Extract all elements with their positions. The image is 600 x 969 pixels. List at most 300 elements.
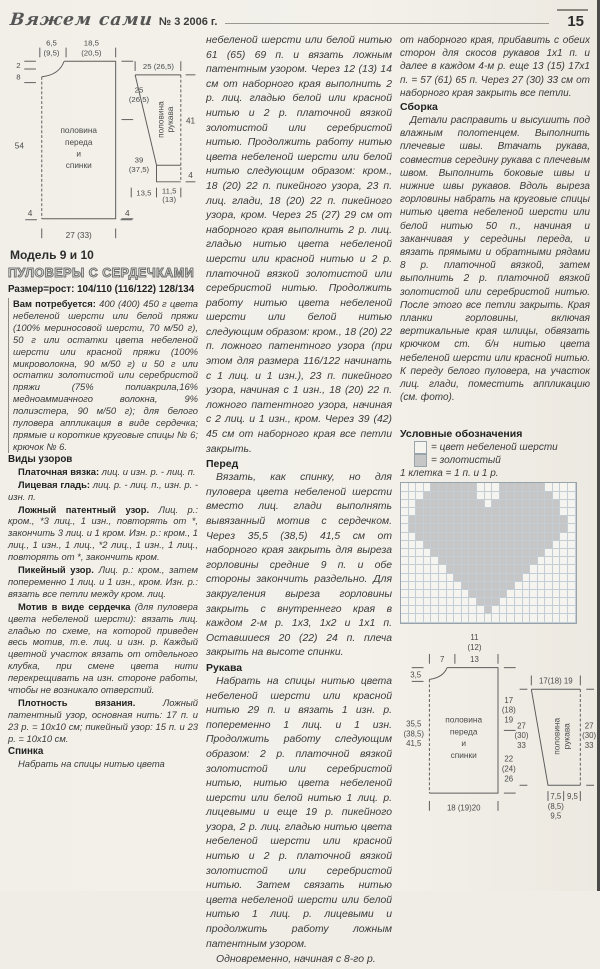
- svg-text:(24): (24): [501, 764, 516, 774]
- svg-text:9,5: 9,5: [550, 811, 562, 821]
- chart-cell: [500, 557, 508, 565]
- chart-cell: [515, 549, 523, 557]
- chart-cell: [538, 598, 546, 606]
- chart-cell: [454, 565, 462, 573]
- chart-cell: [500, 516, 508, 524]
- chart-cell: [454, 582, 462, 590]
- chart-cell: [492, 524, 500, 532]
- pattern-pique-lead: Пикейный узор.: [18, 564, 94, 576]
- svg-text:41: 41: [185, 116, 196, 126]
- left-column: [8, 34, 198, 969]
- legend-label-white: = цвет небеленой шерсти: [431, 442, 558, 454]
- svg-text:(12): (12): [467, 642, 482, 652]
- chart-cell: [538, 500, 546, 508]
- chart-cell: [409, 508, 417, 516]
- chart-cell: [416, 574, 424, 582]
- chart-cell: [523, 598, 531, 606]
- chart-cell: [439, 557, 447, 565]
- heart-chart: [400, 482, 577, 623]
- chart-cell: [515, 614, 523, 622]
- legend-swatch-gold: [414, 454, 427, 467]
- chart-cell: [523, 582, 531, 590]
- legend-label-gold: = золотистый: [431, 455, 501, 467]
- chart-cell: [401, 606, 409, 614]
- chart-cell: [447, 541, 455, 549]
- chart-cell: [568, 516, 576, 524]
- chart-cell: [515, 524, 523, 532]
- chart-cell: [447, 582, 455, 590]
- chart-cell: [439, 524, 447, 532]
- back-first-line: Набрать на спицы нитью цвета: [18, 757, 165, 769]
- chart-cell: [568, 500, 576, 508]
- svg-text:27: 27: [584, 721, 594, 731]
- chart-cell: [560, 492, 568, 500]
- chart-cell: [523, 533, 531, 541]
- chart-cell: [401, 557, 409, 565]
- chart-cell: [507, 557, 515, 565]
- chart-cell: [439, 614, 447, 622]
- chart-cell: [424, 598, 432, 606]
- svg-text:4: 4: [125, 208, 130, 218]
- svg-text:27: 27: [517, 721, 526, 731]
- chart-cell: [492, 574, 500, 582]
- chart-cell: [560, 614, 568, 622]
- svg-text:половина: половина: [551, 717, 562, 755]
- chart-cell: [568, 606, 576, 614]
- chart-cell: [409, 598, 417, 606]
- assembly-instructions: Детали расправить и высушить под влажным полотенцем. Выполнить плечевые швы. Втачать рукава, совместив середину рукава с плечевым швом. Выполнить боковые швы и нижние швы рукавов. Вдоль выреза горловины набрать на круговые спицы нитью цвета небеленой шерсти или белой нитью 50 п., начиная и заканчивая у середины переда, и вязать прямыми и обратными рядами 8 р. платочной вязкой, затем выполнить 2 р. платочной вязкой золотистой или серебристой нитью. После этого все петли закрыть. Края планки горловины, включая вертикальные края шлицы, обвязать крючком ст. б/н нитью цвета небеленой шерсти или красной нитью. К переду белого пуловера, на участок лиц. глади, поместить аппликацию (см. фото).: [400, 115, 590, 404]
- pattern-garter-lead: Платочная вязка:: [18, 465, 100, 477]
- svg-text:13: 13: [470, 654, 479, 664]
- chart-cell: [568, 508, 576, 516]
- chart-cell: [462, 614, 470, 622]
- chart-cell: [500, 541, 508, 549]
- chart-cell: [409, 614, 417, 622]
- chart-cell: [492, 533, 500, 541]
- chart-cell: [500, 565, 508, 573]
- chart-cell: [424, 483, 432, 491]
- chart-cell: [469, 574, 477, 582]
- chart-cell: [409, 483, 417, 491]
- chart-cell: [409, 533, 417, 541]
- svg-text:11,5: 11,5: [161, 186, 177, 196]
- chart-cell: [545, 533, 553, 541]
- chart-cell: [545, 582, 553, 590]
- chart-cell: [500, 582, 508, 590]
- back-instructions: небеленой шерсти или белой нитью 61 (65) 69 п. и вязать ложным патентным узором. Через 12 (13) 14 см от наборного края выполнить 2 р. лиц. гладью белой или красной нитью и 2 р. платочной вязкой золотистой или серебристой нитью. Продолжить работу нитью цвета небеленой шерсти или белой нитью следующим образом: кром., 18 (20) 22 п. пикейного узора, 23 п. лиц. глади, 18 (20) 22 п. пикейного узора, кром. Через 25 (27) 29 см от наборного края выполнить 2 р. лиц. гладью нитью цвета небеленой шерсти или красной нитью и 2 р. платочной вязкой золотистой или серебристой нитью. Продолжить работу нитью цвета небеленой шерсти или белой нитью следующим образом: кром., 18 (20) 22 п. ложного патентного узора (при этом для размера 116/122 начинать с 1 лиц. и 1 изн.), 23 п. пикейного узора, начиная с 1 изн., 18 (20) 22 п. ложного патентного узора, начиная с 2 лиц. и 1 изн., кром. Через 39 (42) 45 см от наборного края все петли закрыть.: [206, 35, 392, 455]
- svg-text:26: 26: [504, 774, 514, 784]
- chart-cell: [560, 541, 568, 549]
- chart-cell: [454, 606, 462, 614]
- chart-cell: [515, 492, 523, 500]
- chart-cell: [492, 582, 500, 590]
- chart-cell: [560, 574, 568, 582]
- chart-cell: [538, 557, 546, 565]
- chart-cell: [568, 565, 576, 573]
- materials-block: [8, 298, 198, 453]
- chart-cell: [454, 533, 462, 541]
- chart-cell: [553, 524, 561, 532]
- chart-cell: [485, 492, 493, 500]
- chart-cell: [401, 516, 409, 524]
- chart-cell: [439, 483, 447, 491]
- chart-cell: [409, 557, 417, 565]
- chart-cell: [462, 557, 470, 565]
- chart-cell: [568, 574, 576, 582]
- chart-cell: [515, 500, 523, 508]
- chart-cell: [485, 533, 493, 541]
- sleeves-heading: Рукава: [206, 661, 243, 674]
- chart-cell: [424, 508, 432, 516]
- chart-cell: [545, 557, 553, 565]
- chart-cell: [553, 606, 561, 614]
- chart-cell: [560, 516, 568, 524]
- chart-cell: [431, 590, 439, 598]
- svg-text:4: 4: [188, 170, 193, 180]
- chart-cell: [485, 614, 493, 622]
- chart-cell: [454, 524, 462, 532]
- chart-cell: [409, 590, 417, 598]
- svg-text:(30): (30): [582, 730, 596, 740]
- chart-cell: [553, 500, 561, 508]
- chart-cell: [545, 524, 553, 532]
- chart-cell: [462, 533, 470, 541]
- chart-cell: [401, 508, 409, 516]
- svg-text:18 (19)20: 18 (19)20: [446, 803, 481, 813]
- chart-cell: [454, 483, 462, 491]
- chart-cell: [469, 557, 477, 565]
- chart-cell: [492, 606, 500, 614]
- chart-cell: [416, 606, 424, 614]
- article-title: ПУЛОВЕРЫ С СЕРДЕЧКАМИ: [8, 266, 195, 280]
- chart-cell: [416, 533, 424, 541]
- chart-cell: [401, 492, 409, 500]
- chart-cell: [515, 541, 523, 549]
- chart-cell: [477, 614, 485, 622]
- chart-cell: [431, 574, 439, 582]
- chart-cell: [439, 574, 447, 582]
- svg-text:(37,5): (37,5): [128, 165, 150, 175]
- chart-cell: [424, 565, 432, 573]
- chart-cell: [431, 549, 439, 557]
- chart-cell: [507, 582, 515, 590]
- page-number: 15: [557, 9, 588, 30]
- chart-cell: [416, 508, 424, 516]
- back-heading: Спинка: [8, 745, 44, 757]
- pattern-false-brioche-text: Лиц. р.: кром., *3 лиц., 1 изн., повторять от *, закончить 3 лиц. и 1 кром. Изн. р.: кром., 1 лиц., 1 изн., 1 лиц., *2 лиц., 1 изн., 1 лиц., повторять от *, закончить кром.: [8, 503, 198, 563]
- chart-cell: [409, 500, 417, 508]
- chart-cell: [492, 598, 500, 606]
- chart-cell: [401, 524, 409, 532]
- svg-text:25 (26,5): 25 (26,5): [142, 62, 175, 72]
- chart-cell: [477, 492, 485, 500]
- chart-cell: [500, 606, 508, 614]
- chart-cell: [500, 483, 508, 491]
- svg-text:(9,5): (9,5): [43, 48, 60, 58]
- chart-cell: [515, 557, 523, 565]
- chart-cell: [469, 541, 477, 549]
- chart-cell: [424, 606, 432, 614]
- chart-cell: [469, 549, 477, 557]
- svg-text:9,5: 9,5: [567, 791, 578, 801]
- legend-item-gold: [414, 454, 590, 467]
- chart-cell: [568, 582, 576, 590]
- chart-cell: [553, 492, 561, 500]
- chart-cell: [462, 516, 470, 524]
- chart-cell: [469, 508, 477, 516]
- chart-cell: [538, 508, 546, 516]
- pattern-false-brioche-lead: Ложный патентный узор.: [18, 503, 150, 515]
- chart-cell: [560, 483, 568, 491]
- chart-cell: [530, 500, 538, 508]
- chart-cell: [523, 565, 531, 573]
- chart-cell: [530, 606, 538, 614]
- chart-cell: [485, 541, 493, 549]
- chart-cell: [477, 574, 485, 582]
- chart-cell: [545, 590, 553, 598]
- chart-cell: [401, 598, 409, 606]
- chart-cell: [424, 549, 432, 557]
- chart-cell: [454, 549, 462, 557]
- chart-cell: [462, 492, 470, 500]
- chart-cell: [477, 508, 485, 516]
- chart-cell: [469, 582, 477, 590]
- chart-cell: [538, 606, 546, 614]
- chart-cell: [530, 508, 538, 516]
- chart-cell: [523, 508, 531, 516]
- svg-text:(18): (18): [501, 705, 516, 715]
- svg-text:11: 11: [470, 632, 479, 642]
- svg-text:35,5: 35,5: [406, 719, 422, 729]
- chart-cell: [431, 524, 439, 532]
- chart-cell: [530, 614, 538, 622]
- chart-cell: [492, 483, 500, 491]
- chart-cell: [553, 557, 561, 565]
- pattern-pique-text: Лиц. р.: кром., затем попеременно 1 лиц. и 1 изн., кром. Изн. р.: вязать все петли между кром. лиц.: [8, 564, 198, 599]
- chart-cell: [492, 541, 500, 549]
- svg-text:рукава: рукава: [561, 722, 572, 749]
- chart-cell: [431, 508, 439, 516]
- chart-cell: [507, 614, 515, 622]
- chart-cell: [500, 598, 508, 606]
- svg-text:13,5: 13,5: [136, 188, 152, 198]
- chart-cell: [492, 516, 500, 524]
- chart-cell: [469, 533, 477, 541]
- svg-text:(30): (30): [514, 730, 529, 740]
- chart-cell: [409, 492, 417, 500]
- chart-cell: [401, 590, 409, 598]
- svg-text:(13): (13): [162, 195, 177, 205]
- chart-cell: [462, 524, 470, 532]
- svg-text:22: 22: [504, 754, 514, 764]
- chart-cell: [553, 516, 561, 524]
- chart-cell: [515, 606, 523, 614]
- chart-cell: [439, 508, 447, 516]
- svg-text:33: 33: [584, 740, 594, 750]
- chart-cell: [439, 516, 447, 524]
- chart-cell: [485, 483, 493, 491]
- chart-cell: [462, 549, 470, 557]
- middle-column: [206, 34, 392, 969]
- chart-cell: [507, 508, 515, 516]
- svg-text:17(18) 19: 17(18) 19: [539, 676, 573, 686]
- chart-cell: [462, 565, 470, 573]
- chart-cell: [409, 606, 417, 614]
- chart-cell: [439, 606, 447, 614]
- svg-text:17: 17: [504, 695, 514, 705]
- chart-cell: [545, 492, 553, 500]
- chart-cell: [401, 582, 409, 590]
- svg-text:(38,5): (38,5): [403, 728, 424, 738]
- chart-cell: [545, 500, 553, 508]
- chart-cell: [538, 541, 546, 549]
- gauge-lead: Плотность вязания.: [18, 697, 136, 708]
- chart-cell: [431, 500, 439, 508]
- chart-cell: [401, 614, 409, 622]
- chart-cell: [545, 606, 553, 614]
- chart-cell: [553, 483, 561, 491]
- chart-cell: [485, 565, 493, 573]
- chart-cell: [545, 614, 553, 622]
- chart-cell: [530, 492, 538, 500]
- chart-cell: [568, 614, 576, 622]
- chart-cell: [454, 541, 462, 549]
- chart-cell: [424, 492, 432, 500]
- pattern-garter-text: лиц. и изн. р. - лиц. п.: [101, 465, 196, 477]
- svg-text:3,5: 3,5: [410, 670, 422, 680]
- chart-cell: [500, 533, 508, 541]
- chart-cell: [431, 598, 439, 606]
- chart-cell: [424, 541, 432, 549]
- svg-text:и: и: [76, 149, 82, 159]
- chart-cell: [507, 500, 515, 508]
- chart-cell: [462, 598, 470, 606]
- chart-cell: [507, 590, 515, 598]
- chart-cell: [447, 483, 455, 491]
- schematic-front-back-top: [8, 34, 200, 246]
- chart-cell: [409, 516, 417, 524]
- sizes-line: Размер=рост: 104/110 (116/122) 128/134: [8, 284, 195, 295]
- chart-cell: [409, 549, 417, 557]
- svg-text:19: 19: [504, 715, 514, 725]
- chart-cell: [492, 492, 500, 500]
- chart-cell: [560, 508, 568, 516]
- issue-label: № 3 2006 г.: [158, 16, 218, 28]
- chart-cell: [568, 549, 576, 557]
- chart-cell: [409, 582, 417, 590]
- chart-cell: [530, 590, 538, 598]
- chart-cell: [431, 582, 439, 590]
- chart-cell: [538, 516, 546, 524]
- chart-cell: [462, 606, 470, 614]
- front-instructions: Вязать, как спинку, но для пуловера цвета небеленой шерсти вместо лиц. глади выполнять вывязанный мотив с сердечком. Через 35,5 (38,5) 41,5 см от наборного края закрыть для выреза горловины средние 9 п. и обе стороны закончить раздельно. Для закругления выреза горловины закрыть с внутреннего края в каждом 2-м р. 1x3, 1x2 и 1x1 п. Оставшиеся 20 (22) 24 п. плеча закрыть на высоте спинки.: [206, 472, 392, 659]
- chart-cell: [424, 533, 432, 541]
- chart-cell: [507, 598, 515, 606]
- chart-cell: [431, 533, 439, 541]
- chart-cell: [431, 614, 439, 622]
- chart-cell: [507, 492, 515, 500]
- legend-item-white: [414, 441, 590, 454]
- chart-cell: [469, 598, 477, 606]
- svg-text:39: 39: [134, 155, 144, 165]
- chart-cell: [538, 549, 546, 557]
- chart-cell: [401, 500, 409, 508]
- chart-cell: [515, 598, 523, 606]
- chart-cell: [560, 590, 568, 598]
- chart-cell: [530, 565, 538, 573]
- chart-cell: [492, 614, 500, 622]
- assembly-heading: Сборка: [400, 101, 438, 114]
- chart-cell: [416, 614, 424, 622]
- chart-cell: [538, 574, 546, 582]
- chart-cell: [485, 574, 493, 582]
- chart-cell: [485, 549, 493, 557]
- chart-cell: [485, 606, 493, 614]
- chart-cell: [485, 590, 493, 598]
- chart-cell: [538, 614, 546, 622]
- chart-cell: [416, 492, 424, 500]
- chart-cell: [416, 565, 424, 573]
- chart-cell: [568, 492, 576, 500]
- chart-cell: [538, 533, 546, 541]
- chart-cell: [507, 483, 515, 491]
- legend-heading: Условные обозначения: [400, 428, 523, 441]
- chart-cell: [447, 557, 455, 565]
- chart-cell: [416, 541, 424, 549]
- chart-cell: [568, 557, 576, 565]
- chart-cell: [545, 483, 553, 491]
- chart-cell: [477, 541, 485, 549]
- chart-cell: [523, 541, 531, 549]
- chart-cell: [485, 524, 493, 532]
- chart-cell: [462, 574, 470, 582]
- chart-cell: [507, 565, 515, 573]
- svg-text:(8,5): (8,5): [547, 801, 564, 811]
- chart-cell: [416, 598, 424, 606]
- chart-cell: [431, 541, 439, 549]
- chart-cell: [447, 565, 455, 573]
- chart-cell: [401, 533, 409, 541]
- chart-cell: [424, 516, 432, 524]
- chart-cell: [462, 508, 470, 516]
- svg-text:41,5: 41,5: [406, 738, 422, 748]
- chart-cell: [538, 492, 546, 500]
- chart-cell: [515, 590, 523, 598]
- chart-cell: [447, 606, 455, 614]
- chart-cell: [507, 516, 515, 524]
- chart-cell: [439, 590, 447, 598]
- chart-cell: [439, 549, 447, 557]
- chart-cell: [530, 524, 538, 532]
- chart-cell: [500, 500, 508, 508]
- chart-cell: [462, 541, 470, 549]
- chart-cell: [469, 565, 477, 573]
- chart-cell: [560, 557, 568, 565]
- chart-cell: [515, 574, 523, 582]
- chart-cell: [431, 492, 439, 500]
- chart-cell: [477, 557, 485, 565]
- chart-cell: [439, 541, 447, 549]
- chart-cell: [545, 549, 553, 557]
- chart-cell: [477, 533, 485, 541]
- sleeves-instructions: Набрать на спицы нитью цвета небеленой шерсти или красной нитью 29 п. и вязать 1 изн. р. попеременно 1 лиц. и 1 изн. Продолжить работу следующим образом: 2 р. платочной вязкой золотистой или серебристой нитью, нитью цвета небеленой шерсти или белой нитью 1 лиц. р. лицевыми и еще 19 р. пикейного узора, 2 р. лиц. гладью нитью цвета небеленой шерсти или красной нитью и 2 р. платочной вязкой золотистой или серебристой нитью. Затем связать нитью цвета небеленой шерсти или белой нитью 1 лиц. р. лицевыми и продолжить работу ложным патентным узором.: [206, 675, 392, 950]
- chart-cell: [447, 508, 455, 516]
- chart-cell: [553, 614, 561, 622]
- chart-cell: [416, 524, 424, 532]
- chart-cell: [462, 483, 470, 491]
- legend-swatch-white: [414, 441, 427, 454]
- chart-cell: [500, 590, 508, 598]
